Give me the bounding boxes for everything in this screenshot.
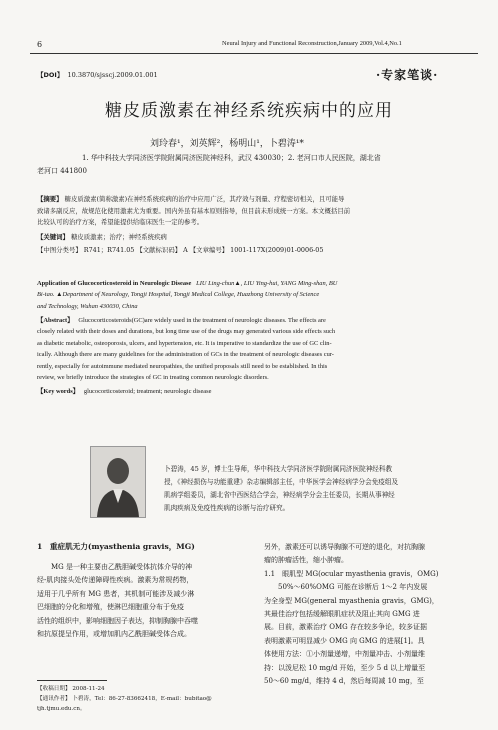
body-line: 和抗原提呈作用，或增加肌内乙酰胆碱受体合成。: [37, 630, 191, 639]
body-line: 展。目前，激素治疗 OMG 存在较多争论，较多证据: [264, 623, 427, 632]
column-tag: ·专家笔谈·: [376, 68, 439, 82]
en-title-block: [37, 278, 477, 312]
doi-value: 10.3870/sjsscj.2009.01.001: [67, 71, 158, 79]
section-heading: 1 重症肌无力(myasthenia gravis，MG): [37, 542, 195, 551]
cn-abstract-line: 【摘要】 糖皮质激素(简称激素)在神经系统疾病的治疗中应用广泛，其疗效与剂量、疗程密切相关，且可能导: [37, 195, 345, 203]
en-title: Application of Glucocorticosteroid in Neurologic Disease: [37, 280, 192, 287]
body-line: MG 是一种主要由乙酰胆碱受体抗体介导的神: [51, 563, 192, 571]
authors: 刘玲春¹，刘英辉²，杨明山¹，卜碧涛¹*: [150, 139, 304, 149]
en-keywords-label: 【Key words】: [37, 388, 80, 395]
body-line: 其最佳治疗包括缓解眼肌症状及阻止其向 GMG 进: [264, 610, 420, 619]
body-line: 巴细胞的分化和增殖，使淋巴细胞重分布于免疫: [37, 603, 184, 612]
page-number: 6: [37, 40, 43, 49]
en-affiliation-line: Bi-tao. ▲Department of Neurology, Tongji Hospital, Tongji Medical College, Huazhong University of Science: [37, 291, 320, 299]
right-column: [264, 541, 478, 688]
cn-keywords-text: 糖皮质激素；治疗；神经系统疾病: [71, 233, 167, 241]
en-abstract-line: review, we briefly introduce the strategies of GC in treating common neurologic disorders.: [37, 374, 269, 382]
bio-line: 肌肉疾病及免疫性疾病的诊断与治疗研究。: [164, 504, 290, 512]
affiliation: [37, 152, 482, 178]
footnote-line: 【收稿日期】 2008-11-24: [37, 686, 105, 692]
left-column: [37, 561, 245, 641]
cn-keywords: [37, 232, 477, 244]
header-rule: [30, 53, 478, 54]
en-abstract-line: closely related with their doses and durations, but long time use of the drugs may generated various side effects such: [37, 328, 336, 336]
en-keywords: [37, 386, 477, 397]
body-line: 表明激素可明显减少 OMG 向 GMG 的进展[1]。具: [264, 636, 425, 645]
footnote-rule: [37, 680, 107, 681]
bio-line: 肌病学组委员，湖北省中西医结合学会，神经病学分会主任委员，长期从事神经: [164, 491, 395, 499]
en-abstract-line: rently, especially for autoimmune mediated neuropathies, the unified proposals still need to be established. In this: [37, 362, 328, 370]
body-line: 经-肌肉接头处传递障碍性疾病。激素为常规药物，: [37, 576, 194, 585]
body-line: 持：以泼尼松 10 mg/d 开始，至少 5 d 以上增量至: [264, 663, 426, 672]
body-line: 体使用方法：①小剂量递增，中剂量冲击、小剂量维: [264, 650, 425, 659]
cn-classification: 【中图分类号】 R741；R741.05 【文献标识码】 A 【文章编号】 1001-117X(2009)01-0006-05: [37, 246, 324, 254]
en-abstract-label: 【Abstract】: [37, 317, 74, 324]
author-photo: [90, 446, 146, 518]
cn-keywords-label: 【关键词】: [37, 233, 69, 241]
journal-header: Neural Injury and Functional Reconstruction,January 2009,Vol.4,No.1: [222, 40, 402, 47]
cn-abstract-line: 比较认可的治疗方案，希望能提供给临床医生一定的参考。: [37, 218, 204, 226]
en-keywords-text: glucocorticosteroid; treatment; neurologic disease: [83, 388, 212, 395]
cn-abstract-line: 致诸多副反应，故规范化使用激素尤为重要。国内外虽有基本原则指导，但目前未形成统一方案。本文概括目前: [37, 206, 351, 215]
doi-line: [37, 70, 158, 79]
bio-line: 授，《神经损伤与功能重建》杂志编辑部主任，中华医学会神经病学分会免疫组及: [164, 478, 399, 486]
article-title: 糖皮质激素在神经系统疾病中的应用: [105, 101, 393, 121]
doi-label: 【DOI】: [37, 71, 64, 79]
body-line: 另外，激素还可以诱导胸腺不可逆的退化，对抗胸腺: [264, 543, 425, 551]
body-line: 50～60 mg/d，维持 4 d，然后每周减 10 mg，至: [264, 677, 424, 686]
body-line: 适用于几乎所有 MG 患者，其机制可能涉及减少淋: [37, 589, 195, 598]
en-abstract-line: 【Abstract】 Glucocorticosteroids(GC)are widely used in the treatment of neurologic diseases. The effects are: [37, 317, 326, 324]
footnote-line: 【通讯作者】 卜碧涛，Tel：86-27-83662418，E-mail：bubitao@: [37, 696, 212, 702]
portrait-image: [91, 447, 145, 517]
en-abstract-line: ically. Although there are many guidelines for the administration of GCs in the treatment of neurologic diseases cur-: [37, 351, 334, 359]
en-title-line: [37, 278, 477, 289]
footnote-line: tjh.tjmu.edu.cn。: [37, 706, 86, 712]
en-authors: LIU Ling-chun▲, LIU Ying-hui, YANG Ming-shan, BU: [196, 280, 338, 287]
cn-abstract: [37, 194, 477, 229]
subsection-heading: 1.1 眼肌型 MG(ocular myasthenia gravis，OMG): [264, 569, 439, 578]
body-line: 活性的组织中，影响细胞因子表达，抑制胸腺中吞噬: [37, 616, 198, 625]
affiliation-line: 1. 华中科技大学同济医学院附属同济医院神经科，武汉 430030；2. 老河口市人民医院，湖北省: [82, 154, 381, 162]
body-line: 瘤的肿瘤活性，缩小肿瘤。: [264, 556, 348, 565]
body-line: 为全身型 MG(general myasthenia gravis，GMG)，: [264, 596, 439, 605]
footnote: [37, 684, 247, 714]
body-line: 50%～60%OMG 可能在诊断后 1～2 年内发展: [278, 583, 428, 592]
affiliation-line: 老河口 441800: [37, 167, 87, 175]
en-abstract: [37, 315, 477, 383]
bio-line: 卜碧涛，45 岁，博士生导师，华中科技大学同济医学院附属同济医院神经科教: [164, 465, 393, 473]
en-abstract-line: as diabetic metabolic, osteoporosis, ulcers, and hypertension, etc. It is imperative to standardize the use of GC clin-: [37, 339, 332, 347]
en-affiliation-line: and Technology, Wuhan 430030, China: [37, 302, 138, 310]
cn-abstract-label: 【摘要】: [37, 195, 63, 203]
author-bio: [164, 463, 476, 515]
